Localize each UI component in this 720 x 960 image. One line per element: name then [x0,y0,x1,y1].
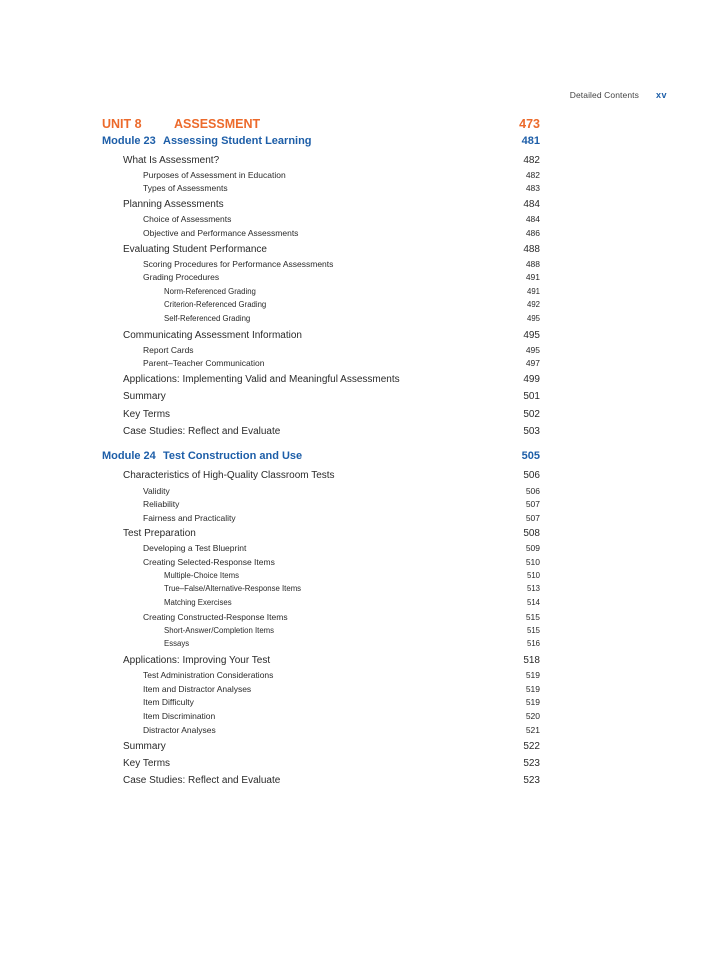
entry-page-number: 495 [523,330,540,341]
entry-title [123,155,219,166]
entry-title-text: Matching Exercises [164,598,232,607]
entry-title [123,391,166,402]
running-head [0,90,720,102]
entry-title [143,499,179,509]
entry-title [143,711,215,721]
entry-page-number: 507 [525,499,540,509]
entry-title [143,345,194,355]
entry-title [143,183,228,193]
entry-title [143,486,170,496]
entry-page-number: 486 [525,228,540,238]
entry-title-text: Criterion-Referenced Grading [164,300,267,309]
entry-page-number: 506 [523,470,540,481]
entry-title [164,287,256,296]
entry-title [143,170,286,180]
entry-title [123,330,302,341]
entry-title-text: Evaluating Student Performance [123,244,267,255]
entry-title [164,626,274,635]
entry-title [123,374,400,385]
entry-page-number: 483 [525,183,540,193]
entry-title-text: Parent–Teacher Communication [143,358,265,368]
entry-title [143,543,246,553]
entry-title [102,117,260,131]
entry-title-text: Creating Constructed-Response Items [143,612,288,622]
entry-title [143,612,288,622]
entry-title-text: Choice of Assessments [143,214,232,224]
entry-title [143,670,273,680]
entry-title [123,244,267,255]
entry-title [123,775,280,786]
module-number: Module 24 [102,450,156,462]
entry-title [123,655,270,666]
entry-title-text: ASSESSMENT [174,117,261,131]
entry-page-number: 523 [523,775,540,786]
entry-title-text: True–False/Alternative-Response Items [164,584,302,593]
entry-page-number: 516 [526,639,540,648]
entry-title-text: Item Discrimination [143,711,216,721]
entry-title-text: Applications: Improving Your Test [123,655,271,666]
entry-page-number: 508 [523,528,540,539]
entry-title-text: Assessing Student Learning [163,135,312,147]
entry-page-number: 519 [525,684,540,694]
entry-page-number: 481 [521,135,540,147]
entry-title [143,272,219,282]
entry-title [143,684,251,694]
entry-title [143,513,236,523]
entry-page-number: 510 [526,571,540,580]
entry-page-number: 507 [525,513,540,523]
entry-title [123,470,335,481]
entry-title-text: What Is Assessment? [123,155,220,166]
entry-page-number: 482 [525,170,540,180]
entry-title-text: Test Administration Considerations [143,670,274,680]
entry-page-number: 503 [523,426,540,437]
unit-number: UNIT 8 [102,117,142,131]
entry-page-number: 495 [526,314,540,323]
entry-page-number: 506 [525,486,540,496]
entry-page-number: 488 [525,259,540,269]
page-number: xv [655,90,667,100]
entry-title-text: Key Terms [123,758,171,769]
entry-title [102,135,312,147]
entry-title-text: Essays [164,639,190,648]
entry-title-text: Characteristics of High-Quality Classroom Tests [123,470,335,481]
entry-title-text: Item Difficulty [143,697,194,707]
entry-title-text: Item and Distractor Analyses [143,684,252,694]
entry-page-number: 502 [523,409,540,420]
entry-page-number: 482 [523,155,540,166]
entry-title-text: Applications: Implementing Valid and Meaningful Assessments [123,374,400,385]
entry-page-number: 492 [526,300,540,309]
entry-title-text: Multiple-Choice Items [164,571,239,580]
entry-title [123,528,196,539]
entry-page-number: 501 [523,391,540,402]
entry-title [143,214,231,224]
entry-title-text: Communicating Assessment Information [123,330,302,341]
entry-page-number: 518 [523,655,540,666]
entry-title [143,725,216,735]
entry-title-text: Norm-Referenced Grading [164,287,256,296]
entry-title [143,259,333,269]
running-head-label: Detailed Contents [569,90,639,100]
entry-title-text: Key Terms [123,409,171,420]
entry-page-number: 523 [523,758,540,769]
entry-title [164,314,250,323]
entry-page-number: 473 [519,117,540,131]
entry-page-number: 519 [525,697,540,707]
entry-title-text: Report Cards [143,345,194,355]
entry-title-text: Test Preparation [123,528,196,539]
entry-page-number: 515 [526,626,540,635]
entry-page-number: 505 [521,450,540,462]
entry-title-text: Planning Assessments [123,199,224,210]
entry-page-number: 488 [523,244,540,255]
entry-title [143,557,275,567]
entry-page-number: 522 [523,741,540,752]
entry-title-text: Self-Referenced Grading [164,314,251,323]
entry-page-number: 510 [525,557,540,567]
entry-title [164,571,239,580]
entry-title-text: Summary [123,741,166,752]
entry-page-number: 499 [523,374,540,385]
entry-title-text: Fairness and Practicality [143,513,236,523]
entry-page-number: 491 [525,272,540,282]
entry-title [164,639,189,648]
entry-title-text: Reliability [143,499,180,509]
entry-page-number: 495 [525,345,540,355]
entry-title [164,300,266,309]
entry-title-text: Distractor Analyses [143,725,216,735]
entry-title [143,697,194,707]
entry-title-text: Types of Assessments [143,183,228,193]
entry-page-number: 509 [525,543,540,553]
entry-title [123,426,280,437]
entry-page-number: 515 [525,612,540,622]
entry-title [143,228,298,238]
entry-title [123,758,170,769]
entry-title-text: Case Studies: Reflect and Evaluate [123,775,281,786]
entry-page-number: 521 [525,725,540,735]
entry-page-number: 484 [523,199,540,210]
entry-title-text: Purposes of Assessment in Education [143,170,286,180]
entry-page-number: 519 [525,670,540,680]
entry-title-text: Developing a Test Blueprint [143,543,247,553]
entry-title [164,598,232,607]
entry-title-text: Objective and Performance Assessments [143,228,299,238]
entry-title-text: Summary [123,391,166,402]
entry-title-text: Case Studies: Reflect and Evaluate [123,426,281,437]
entry-title-text: Validity [143,486,170,496]
entry-page-number: 484 [525,214,540,224]
entry-page-number: 497 [525,358,540,368]
entry-title [123,199,224,210]
entry-title-text: Test Construction and Use [163,450,303,462]
entry-page-number: 513 [526,584,540,593]
entry-title [164,584,301,593]
entry-title [143,358,264,368]
entry-title-text: Grading Procedures [143,272,220,282]
entry-title-text: Scoring Procedures for Performance Assessments [143,259,334,269]
entry-page-number: 491 [526,287,540,296]
entry-page-number: 514 [526,598,540,607]
entry-title [102,450,302,462]
entry-title-text: Creating Selected-Response Items [143,557,275,567]
module-number: Module 23 [102,135,156,147]
entry-title [123,409,170,420]
entry-title-text: Short-Answer/Completion Items [164,626,275,635]
entry-title [123,741,166,752]
entry-page-number: 520 [525,711,540,721]
